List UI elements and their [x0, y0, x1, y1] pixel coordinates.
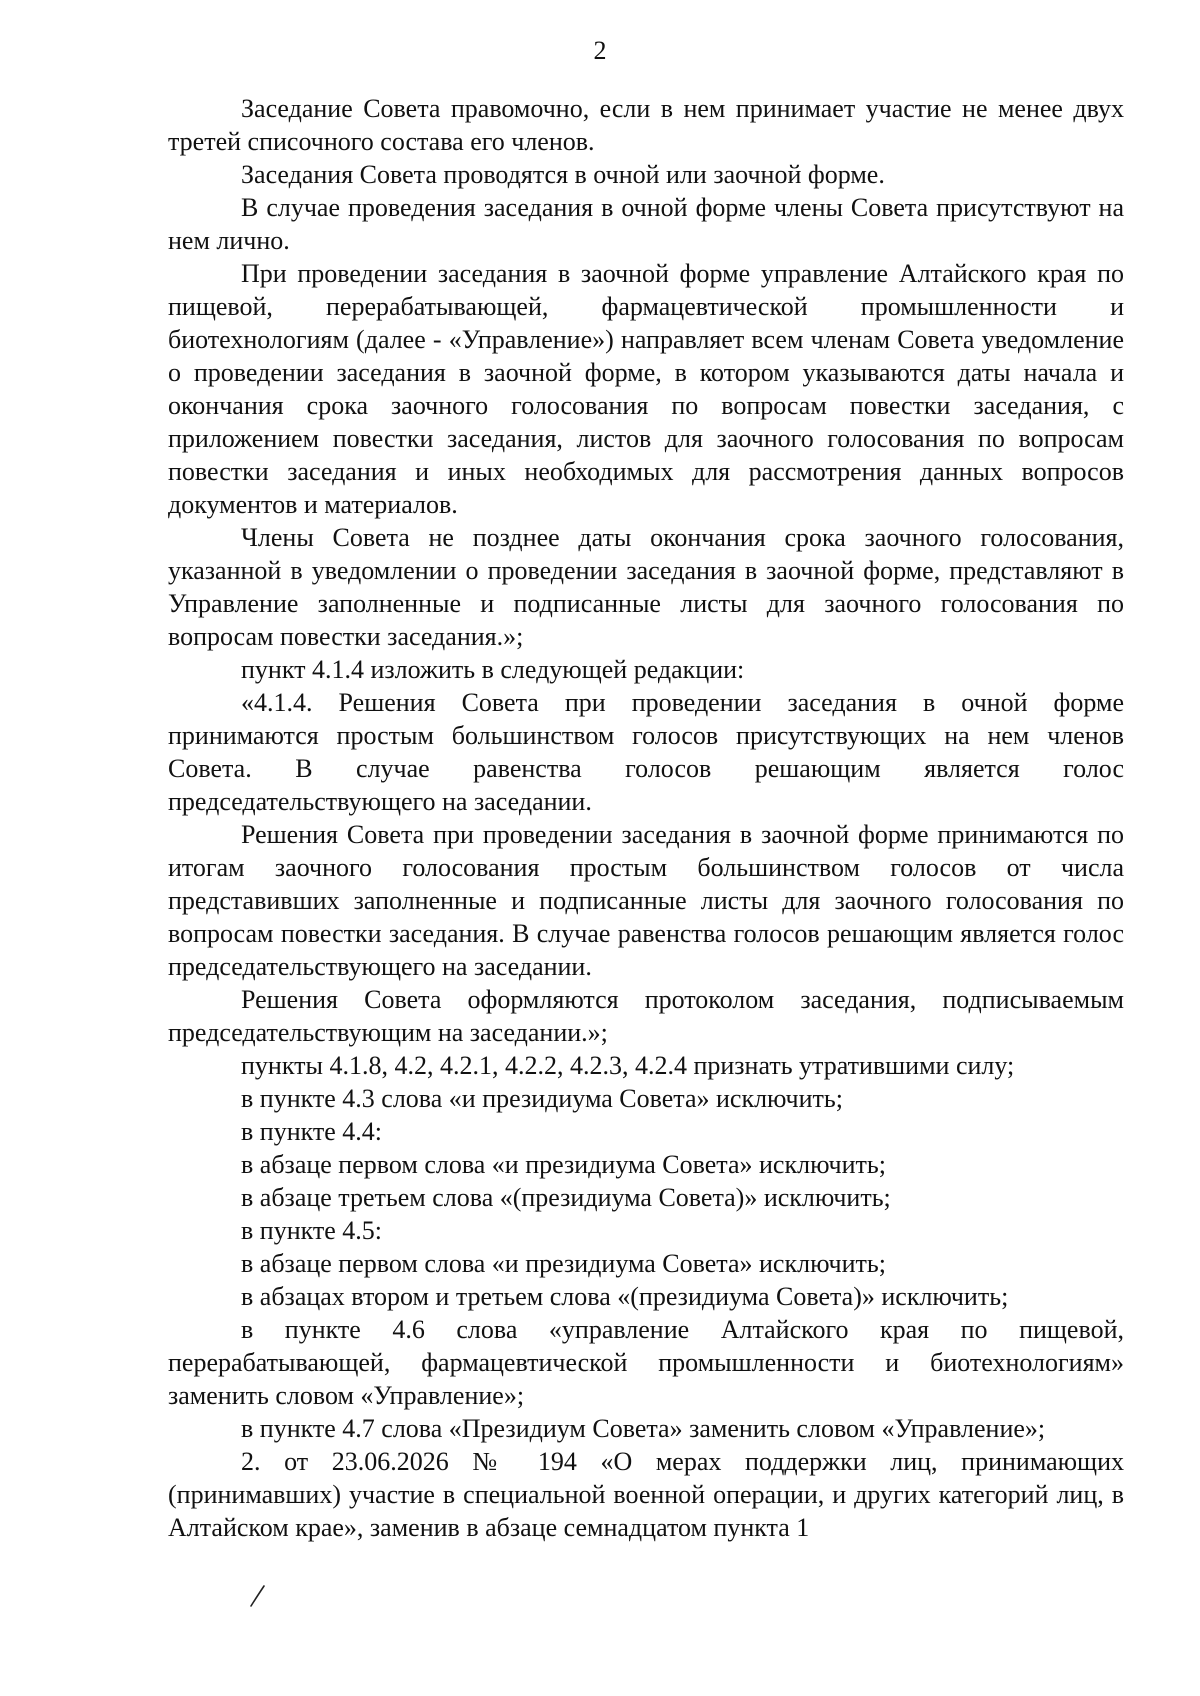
page-number: 2 [593, 36, 607, 65]
paragraph: Решения Совета при проведении заседания в заочной форме принимаются по итогам заочного голосования простым большинством голосов от числа представивших заполненные и подписанные листы для заочного голосования по вопросам повестки заседания. В случае равенства голосов решающим является голос председательствующего на заседании. [168, 820, 1124, 981]
pen-mark [248, 1584, 268, 1608]
paragraph: в абзаце первом слова «и президиума Совета» исключить; [241, 1150, 886, 1179]
paragraph: в пункте 4.6 слова «управление Алтайского края по пищевой, перерабатывающей, фармацевтической промышленности и биотехнологиям» заменить словом «Управление»; [168, 1315, 1124, 1410]
paragraph: в пункте 4.4: [241, 1117, 383, 1146]
paragraph: Члены Совета не позднее даты окончания срока заочного голосования, указанной в уведомлении о проведении заседания в заочной форме, представляют в Управление заполненные и подписанные листы для заочного голосования по вопросам повестки заседания.»; [168, 523, 1124, 651]
paragraph: 2. от 23.06.2026 № 194 «О мерах поддержки лиц, принимающих (принимавших) участие в специальной военной операции, и других категорий лиц, в Алтайском крае», заменив в абзаце семнадцатом пункта 1 [168, 1447, 1124, 1542]
paragraph: пункт 4.1.4 изложить в следующей редакции: [241, 655, 745, 684]
paragraph: Заседание Совета правомочно, если в нем принимает участие не менее двух третей списочного состава его членов. [168, 94, 1124, 156]
paragraph: в пункте 4.3 слова «и президиума Совета» исключить; [241, 1084, 843, 1113]
paragraph: В случае проведения заседания в очной форме члены Совета присутствуют на нем лично. [168, 193, 1124, 255]
paragraph: в пункте 4.5: [241, 1216, 383, 1245]
paragraph: При проведении заседания в заочной форме управление Алтайского края по пищевой, перерабатывающей, фармацевтической промышленности и биотехнологиям (далее - «Управление») направляет всем членам Совета уведомление о проведении заседания в заочной форме, в котором указываются даты начала и окончания срока заочного голосования по вопросам повестки заседания, с приложением повестки заседания, листов для заочного голосования по вопросам повестки заседания и иных необходимых для рассмотрения данных вопросов документов и материалов. [168, 259, 1124, 519]
paragraph: пункты 4.1.8, 4.2, 4.2.1, 4.2.2, 4.2.3, 4.2.4 признать утратившими силу; [241, 1051, 1015, 1080]
paragraph: Заседания Совета проводятся в очной или заочной форме. [241, 160, 885, 189]
paragraph: в абзаце третьем слова «(президиума Совета)» исключить; [241, 1183, 891, 1212]
paragraph: в пункте 4.7 слова «Президиум Совета» заменить словом «Управление»; [241, 1414, 1046, 1443]
paragraph: Решения Совета оформляются протоколом заседания, подписываемым председательствующим на заседании.»; [168, 985, 1124, 1047]
paragraph: в абзацах втором и третьем слова «(президиума Совета)» исключить; [241, 1282, 1009, 1311]
paragraph: в абзаце первом слова «и президиума Совета» исключить; [241, 1249, 886, 1278]
document-body [168, 92, 1124, 1544]
paragraph: «4.1.4. Решения Совета при проведении заседания в очной форме принимаются простым большинством голосов присутствующих на нем членов Совета. В случае равенства голосов решающим является голос председательствующего на заседании. [168, 688, 1124, 816]
